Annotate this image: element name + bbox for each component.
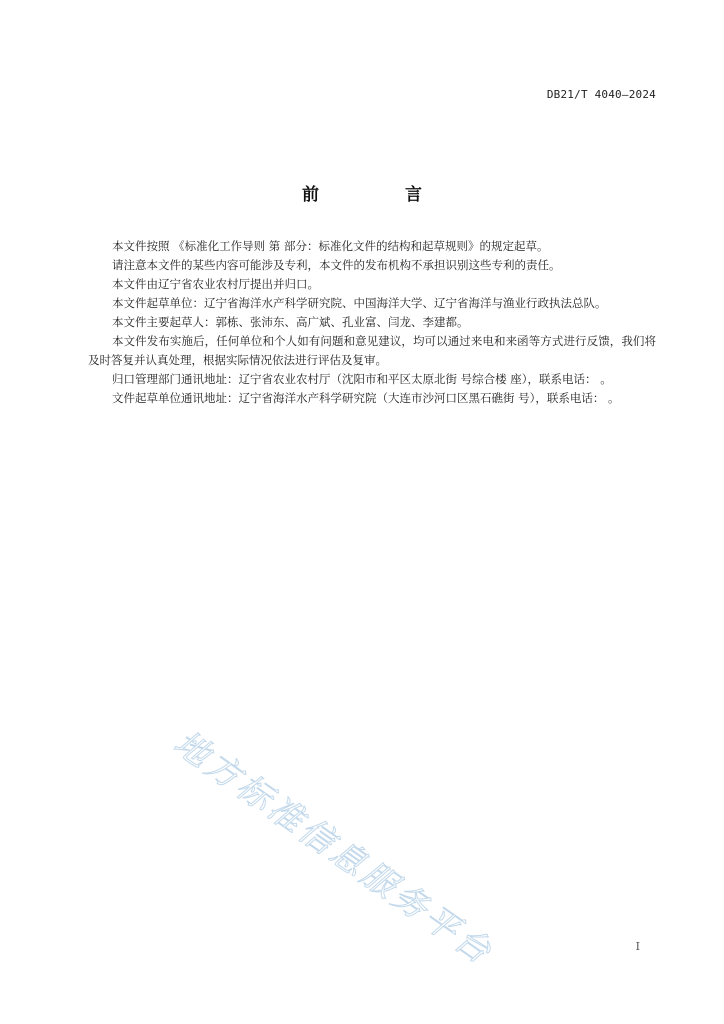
page-title: 前 言: [302, 185, 462, 205]
paragraph-drafter-address: 文件起草单位通讯地址：辽宁省海洋水产科学研究院（大连市沙河口区黑石礁街 号），联系电话： 。: [112, 391, 620, 405]
paragraph-patent-notice: 请注意本文件的某些内容可能涉及专利，本文件的发布机构不承担识别这些专利的责任。: [112, 258, 561, 272]
page-number: I: [635, 940, 640, 953]
paragraph-drafting-units: 本文件起草单位：辽宁省海洋水产科学研究院、中国海洋大学、辽宁省海洋与渔业行政执法总队。: [112, 296, 607, 310]
watermark: 地方标准信息服务平台: [166, 722, 501, 974]
foreword-body: [88, 237, 656, 408]
paragraph-drafters: 本文件主要起草人：郭栋、张沛东、高广斌、孔业富、闫龙、李建都。: [112, 315, 469, 329]
document-code: DB21/T 4040—2024: [546, 88, 656, 101]
paragraph-feedback: 本文件发布实施后，任何单位和个人如有问题和意见建议，均可以通过来电和来函等方式进行反馈，我们将及时答复并认真处理，根据实际情况依法进行评估及复审。: [88, 334, 656, 367]
paragraph-management-address: 归口管理部门通讯地址：辽宁省农业农村厅（沈阳市和平区太原北街 号综合楼 座），联系电话： 。: [112, 372, 612, 386]
paragraph-drafting-basis: 本文件按照 《标准化工作导则 第 部分：标准化文件的结构和起草规则》的规定起草。: [112, 239, 549, 253]
paragraph-proposer: 本文件由辽宁省农业农村厅提出并归口。: [112, 277, 319, 291]
